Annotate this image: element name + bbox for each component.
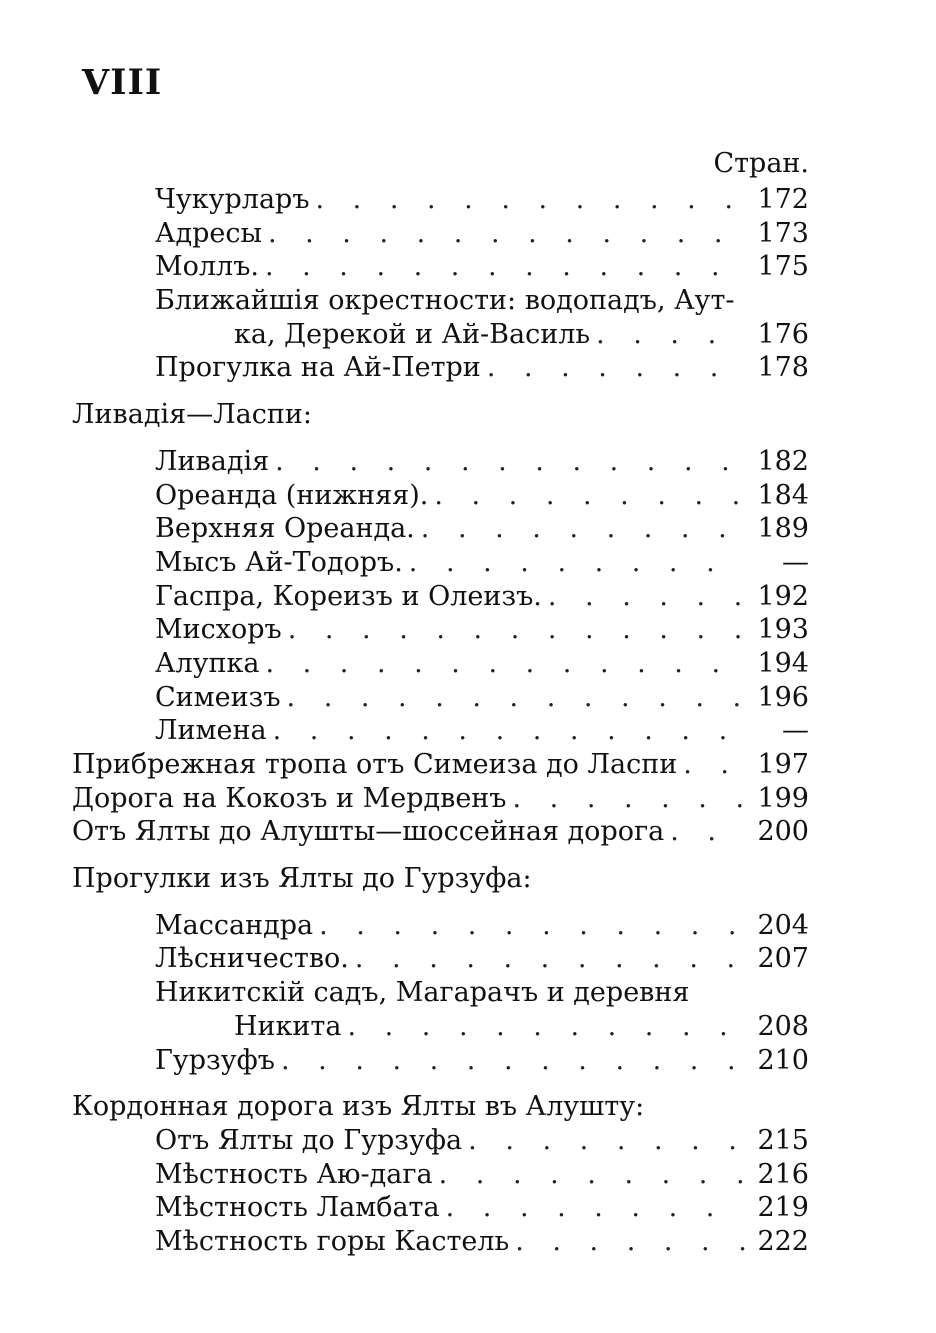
toc-entry-title: Мысъ Ай-Тодоръ. xyxy=(155,546,403,578)
toc-entry-page: 172 xyxy=(757,184,809,215)
dot-leader xyxy=(268,217,745,251)
dot-leader xyxy=(446,1191,745,1225)
toc-entry-page: 196 xyxy=(757,681,809,713)
dot-leader xyxy=(515,1225,745,1259)
toc-entry-page: 184 xyxy=(757,479,809,511)
dot-leader xyxy=(288,613,745,647)
page-column-header: Стран. xyxy=(713,148,809,179)
toc-entry-title: Ближайшія окрестности: водопадъ, Аут- xyxy=(155,285,735,317)
dot-leader xyxy=(421,512,745,546)
dot-leader xyxy=(409,546,745,580)
toc-entry xyxy=(72,681,809,715)
toc-entry xyxy=(72,398,809,432)
toc-entry xyxy=(72,1010,809,1044)
toc-entry-title: Симеизъ xyxy=(155,681,281,713)
toc-entry-page: 173 xyxy=(757,217,809,249)
page-number: VIII xyxy=(82,62,163,103)
toc-entry-title: Гурзуфъ xyxy=(155,1044,275,1076)
toc-entry xyxy=(72,782,809,816)
toc-entry-page: 216 xyxy=(757,1158,809,1190)
toc-entry xyxy=(72,512,809,546)
toc-entry-page: — xyxy=(782,715,809,747)
toc-entry xyxy=(72,1225,809,1259)
toc-entry xyxy=(72,909,809,943)
toc-entry-page: 176 xyxy=(757,318,809,350)
dot-leader xyxy=(596,318,745,352)
toc-entry xyxy=(72,1124,809,1158)
toc-entry xyxy=(72,1191,809,1225)
toc-entry xyxy=(72,815,809,849)
toc-entry-page: 175 xyxy=(757,251,809,283)
toc-entry-title: Моллъ. xyxy=(155,251,259,283)
toc-entry-title: Ливадія—Ласпи: xyxy=(72,399,312,431)
dot-leader xyxy=(275,445,745,479)
toc-entry xyxy=(72,445,809,479)
toc-entry xyxy=(72,1158,809,1192)
dot-leader xyxy=(265,647,745,681)
toc-entry xyxy=(72,613,809,647)
dot-leader xyxy=(273,714,745,748)
table-of-contents xyxy=(72,183,809,1259)
dot-leader xyxy=(319,909,745,943)
toc-entry-title: Алупка xyxy=(155,647,260,679)
dot-leader xyxy=(434,479,745,513)
toc-entry xyxy=(72,318,809,352)
toc-entry-title: Лимена xyxy=(155,715,267,747)
toc-entry-title: Мисхоръ xyxy=(155,614,282,646)
toc-entry-page: 194 xyxy=(757,647,809,679)
toc-entry-title: ка, Дерекой и Ай-Василь xyxy=(234,318,591,350)
dot-leader xyxy=(683,748,745,782)
toc-entry-page: 189 xyxy=(757,513,809,545)
toc-entry-page: 192 xyxy=(757,580,809,612)
toc-entry-page: — xyxy=(782,546,809,578)
toc-entry-title: Прибрежная тропа отъ Симеиза до Ласпи xyxy=(72,749,678,780)
toc-entry-page: 207 xyxy=(757,943,809,975)
toc-entry-title: Лѣсничество. xyxy=(155,943,349,975)
toc-entry-page: 208 xyxy=(757,1010,809,1042)
toc-entry-page: 200 xyxy=(757,816,809,848)
dot-leader xyxy=(265,250,745,284)
dot-leader xyxy=(487,351,745,385)
toc-entry-page: 178 xyxy=(757,352,809,384)
toc-entry xyxy=(72,714,809,748)
toc-entry xyxy=(72,183,809,217)
dot-leader xyxy=(670,815,745,849)
toc-entry-title: Чукурларъ xyxy=(155,184,310,215)
toc-entry-title: Прогулки изъ Ялты до Гурзуфа: xyxy=(72,863,532,895)
toc-entry-title: Верхняя Ореанда. xyxy=(155,513,415,545)
toc-entry xyxy=(72,217,809,251)
toc-entry-title: Гаспра, Кореизъ и Олеизъ. xyxy=(155,580,542,612)
dot-leader xyxy=(512,782,745,816)
toc-entry xyxy=(72,250,809,284)
toc-entry-page: 199 xyxy=(757,782,809,814)
toc-entry-title: Дорога на Кокозъ и Мердвенъ xyxy=(72,782,507,814)
dot-leader xyxy=(548,580,745,614)
toc-entry-title: Прогулка на Ай-Петри xyxy=(155,352,481,384)
toc-entry-title: Массандра xyxy=(155,909,314,941)
toc-entry-title: Ореанда (нижняя). xyxy=(155,479,429,511)
dot-leader xyxy=(281,1044,745,1078)
toc-entry-title: Кордонная дорога изъ Ялты въ Алушту: xyxy=(72,1091,645,1123)
dot-leader xyxy=(439,1158,745,1192)
dot-leader xyxy=(355,942,745,976)
dot-leader xyxy=(316,183,745,217)
toc-entry-title: Отъ Ялты до Алушты—шоссейная дорога xyxy=(72,816,665,848)
toc-entry-title: Никита xyxy=(234,1010,342,1042)
toc-entry-page: 210 xyxy=(757,1044,809,1076)
toc-entry-title: Адресы xyxy=(155,217,262,249)
toc-entry-title: Отъ Ялты до Гурзуфа xyxy=(155,1124,463,1156)
toc-entry-title: Ливадія xyxy=(155,445,270,477)
toc-entry xyxy=(72,1090,809,1124)
toc-entry xyxy=(72,546,809,580)
dot-leader xyxy=(287,681,745,715)
toc-entry-page: 215 xyxy=(757,1124,809,1156)
toc-entry xyxy=(72,748,809,782)
toc-entry xyxy=(72,479,809,513)
toc-entry-title: Никитскій садъ, Магарачъ и деревня xyxy=(155,977,690,1009)
toc-entry xyxy=(72,976,809,1010)
toc-entry-page: 222 xyxy=(757,1225,809,1257)
toc-entry xyxy=(72,942,809,976)
toc-entry xyxy=(72,862,809,896)
dot-leader xyxy=(347,1010,745,1044)
toc-entry-page: 193 xyxy=(757,614,809,646)
toc-entry xyxy=(72,1044,809,1078)
toc-entry-page: 197 xyxy=(757,749,809,780)
toc-entry-page: 219 xyxy=(757,1192,809,1224)
dot-leader xyxy=(468,1124,745,1158)
toc-entry xyxy=(72,284,809,318)
toc-entry-page: 182 xyxy=(757,445,809,477)
toc-entry xyxy=(72,647,809,681)
toc-entry xyxy=(72,580,809,614)
toc-entry-title: Мѣстность Аю-дага xyxy=(155,1158,433,1190)
toc-entry-page: 204 xyxy=(757,909,809,941)
toc-entry-title: Мѣстность Ламбата xyxy=(155,1192,440,1224)
toc-entry-title: Мѣстность горы Кастель xyxy=(155,1225,510,1257)
toc-entry xyxy=(72,351,809,385)
